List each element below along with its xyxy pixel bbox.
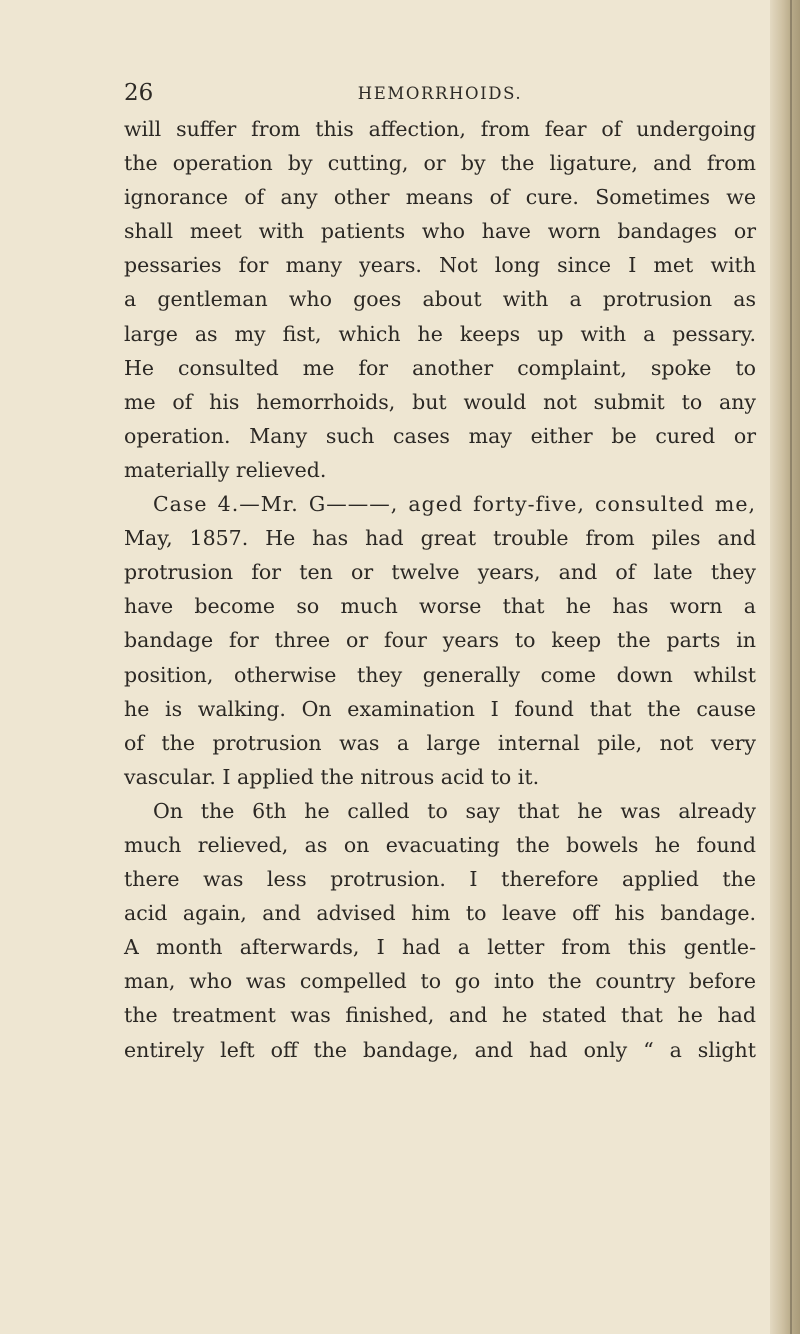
text-line: A month afterwards, I had a letter from this gentle- <box>124 935 756 960</box>
text-line: large as my fist, which he keeps up with a pessary. <box>124 321 756 346</box>
text-line: the treatment was finished, and he stated that he had <box>124 1003 756 1028</box>
page-number: 26 <box>124 80 154 106</box>
text-line: materially relieved. <box>124 457 327 482</box>
page-edge-shadow <box>770 0 800 1334</box>
text-line: He consulted me for another complaint, spoke to <box>124 355 756 380</box>
text-line: of the protrusion was a large internal pile, not very <box>124 730 756 755</box>
text-line: me of his hemorrhoids, but would not submit to any <box>124 389 756 414</box>
body-text <box>124 112 756 1067</box>
text-line: have become so much worse that he has worn a <box>124 594 756 619</box>
text-line: will suffer from this affection, from fear of undergoing <box>124 117 756 141</box>
text-line: position, otherwise they generally come down whilst <box>124 662 756 687</box>
text-line: protrusion for ten or twelve years, and of late they <box>124 560 756 585</box>
text-line: there was less protrusion. I therefore applied the <box>124 867 756 892</box>
text-line: he is walking. On examination I found that the cause <box>124 696 756 721</box>
text-line: much relieved, as on evacuating the bowels he found <box>124 832 756 857</box>
text-line: acid again, and advised him to leave off his bandage. <box>124 901 756 926</box>
text-line: entirely left off the bandage, and had only “ a slight <box>124 1037 756 1062</box>
text-line: operation. Many such cases may either be cured or <box>124 423 756 448</box>
text-line: bandage for three or four years to keep the parts in <box>124 628 756 653</box>
text-line: May, 1857. He has had great trouble from piles and <box>124 526 756 551</box>
text-line: On the 6th he called to say that he was already <box>153 798 756 823</box>
case-heading-line: Case 4.—Mr. G———, aged forty-five, consulted me, <box>153 492 756 517</box>
text-line: ignorance of any other means of cure. Sometimes we <box>124 185 756 210</box>
text-line: the operation by cutting, or by the ligature, and from <box>124 151 756 176</box>
text-line: a gentleman who goes about with a protrusion as <box>124 287 756 312</box>
text-line: vascular. I applied the nitrous acid to it. <box>124 764 540 789</box>
page-edge-line <box>790 0 792 1334</box>
text-line: shall meet with patients who have worn bandages or <box>124 219 756 244</box>
text-line: man, who was compelled to go into the country before <box>124 969 756 994</box>
running-title: HEMORRHOIDS. <box>357 84 523 103</box>
text-line: pessaries for many years. Not long since I met with <box>124 253 756 278</box>
